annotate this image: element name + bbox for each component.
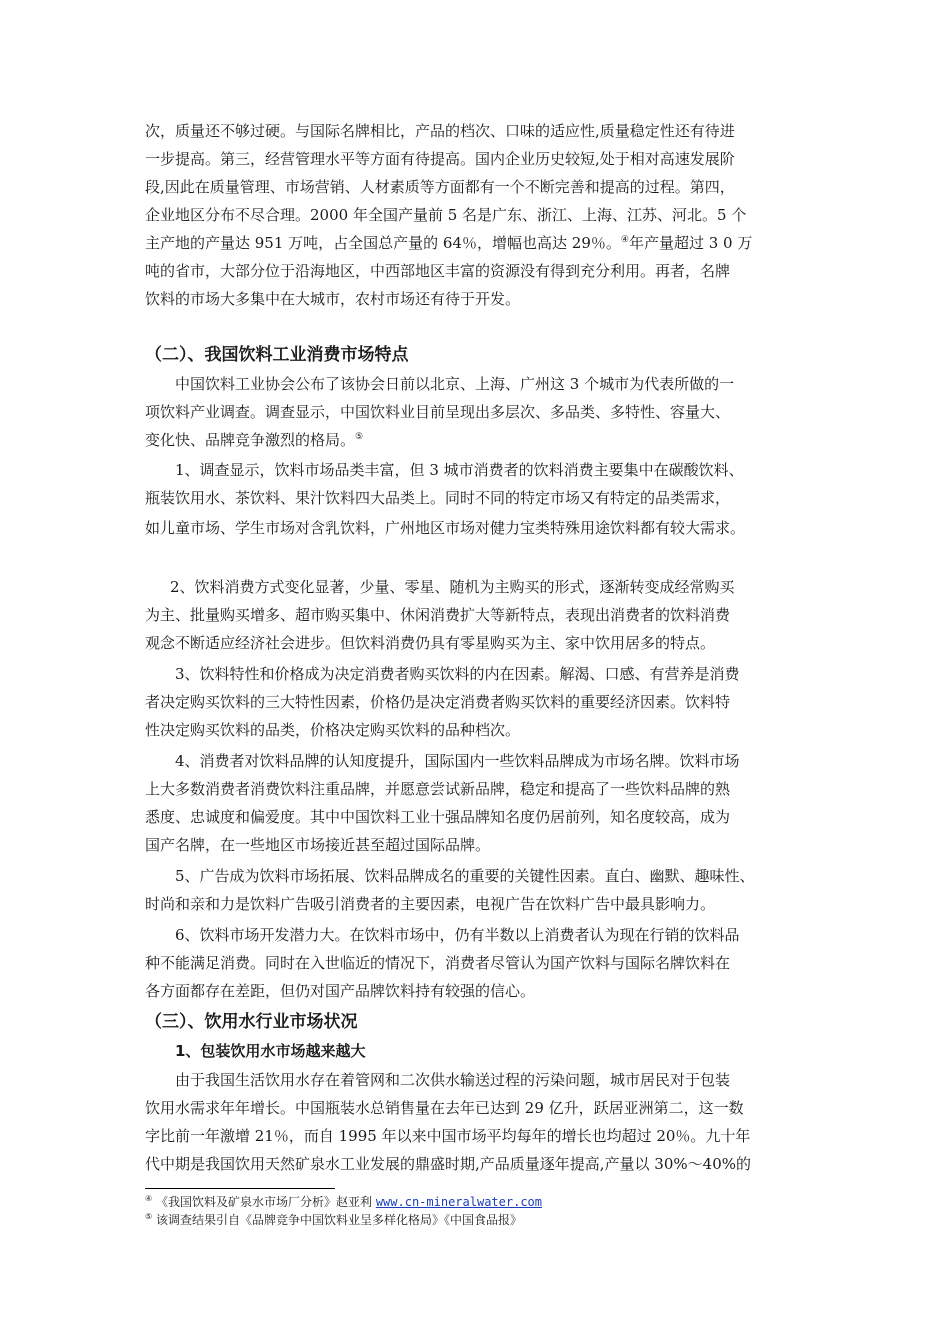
section-heading: （三）、饮用水行业市场状况 bbox=[145, 1012, 358, 1032]
footnote-mark: ⑤ bbox=[145, 1212, 153, 1221]
footnote-mark: ④ bbox=[145, 1194, 153, 1203]
body-line bbox=[145, 233, 752, 253]
body-line: 企业地区分布不尽合理。2000 年全国产量前 5 名是广东、浙江、上海、江苏、河北。5 个 bbox=[145, 206, 747, 224]
body-line: 3、饮料特性和价格成为决定消费者购买饮料的内在因素。解渴、口感、有营养是消费 bbox=[175, 665, 740, 683]
body-line: 次，质量还不够过硬。与国际名牌相比，产品的档次、口味的适应性,质量稳定性还有待进 bbox=[145, 122, 735, 140]
body-line: 国产名牌，在一些地区市场接近甚至超过国际品牌。 bbox=[145, 836, 491, 854]
footnote-text: 该调查结果引自《品牌竞争中国饮料业呈多样化格局》《中国食品报》 bbox=[156, 1213, 523, 1227]
body-line: 瓶装饮用水、茶饮料、果汁饮料四大品类上。同时不同的特定市场又有特定的品类需求， bbox=[145, 489, 731, 507]
body-line: 饮料的市场大多集中在大城市，农村市场还有待于开发。 bbox=[145, 290, 521, 308]
body-line: 者决定购买饮料的三大特性因素，价格仍是决定消费者购买饮料的重要经济因素。饮料特 bbox=[145, 693, 731, 711]
body-text: 年产量超过 3 0 万 bbox=[628, 234, 753, 252]
footnote bbox=[145, 1194, 542, 1210]
footnote bbox=[145, 1212, 522, 1228]
body-line: 2、饮料消费方式变化显著，少量、零星、随机为主购买的形式，逐渐转变成经常购买 bbox=[170, 578, 735, 596]
body-line: 种不能满足消费。同时在入世临近的情况下，消费者尽管认为国产饮料与国际名牌饮料在 bbox=[145, 954, 731, 972]
footnote-link[interactable]: www.cn-mineralwater.com bbox=[375, 1195, 542, 1209]
body-line: 4、消费者对饮料品牌的认知度提升，国际国内一些饮料品牌成为市场名牌。饮料市场 bbox=[175, 752, 740, 770]
body-text: 变化快、品牌竞争激烈的格局。 bbox=[145, 431, 356, 449]
body-line: 1、调查显示，饮料市场品类丰富，但 3 城市消费者的饮料消费主要集中在碳酸饮料、 bbox=[175, 461, 744, 479]
body-line: 项饮料产业调查。调查显示，中国饮料业目前呈现出多层次、多品类、多特性、容量大、 bbox=[145, 403, 731, 421]
body-line: 悉度、忠诚度和偏爱度。其中中国饮料工业十强品牌知名度仍居前列，知名度较高，成为 bbox=[145, 808, 731, 826]
footnote-ref: ⑤ bbox=[355, 432, 364, 442]
body-text: 主产地的产量达 951 万吨，占全国总产量的 64％，增幅也高达 29％。 bbox=[145, 234, 621, 252]
body-line: 时尚和亲和力是饮料广告吸引消费者的主要因素，电视广告在饮料广告中最具影响力。 bbox=[145, 895, 716, 913]
body-line: 由于我国生活饮用水存在着管网和二次供水输送过程的污染问题，城市居民对于包装 bbox=[175, 1071, 731, 1089]
body-line: 吨的省市，大部分位于沿海地区，中西部地区丰富的资源没有得到充分利用。再者，名牌 bbox=[145, 262, 731, 280]
body-line: 一步提高。第三，经营管理水平等方面有待提高。国内企业历史较短,处于相对高速发展阶 bbox=[145, 150, 735, 168]
body-line: 各方面都存在差距，但仍对国产品牌饮料持有较强的信心。 bbox=[145, 982, 536, 1000]
body-line: 如儿童市场、学生市场对含乳饮料，广州地区市场对健力宝类特殊用途饮料都有较大需求。 bbox=[145, 519, 746, 537]
body-line: 观念不断适应经济社会进步。但饮料消费仍具有零星购买为主、家中饮用居多的特点。 bbox=[145, 634, 716, 652]
section-heading: （二）、我国饮料工业消费市场特点 bbox=[145, 345, 409, 365]
footnote-ref: ④ bbox=[620, 235, 629, 245]
body-line: 为主、批量购买增多、超市购买集中、休闲消费扩大等新特点，表现出消费者的饮料消费 bbox=[145, 606, 731, 624]
body-line bbox=[145, 430, 363, 450]
body-line: 饮用水需求年年增长。中国瓶装水总销售量在去年已达到 29 亿升，跃居亚洲第二，这一数 bbox=[145, 1099, 744, 1117]
body-line: 字比前一年激增 21％，而自 1995 年以来中国市场平均每年的增长也均超过 20％。九十年 bbox=[145, 1127, 751, 1145]
body-line: 性决定购买饮料的品类，价格决定购买饮料的品种档次。 bbox=[145, 721, 521, 739]
body-line: 中国饮料工业协会公布了该协会日前以北京、上海、广州这 3 个城市为代表所做的一 bbox=[175, 375, 735, 393]
body-line: 段,因此在质量管理、市场营销、人材素质等方面都有一个不断完善和提高的过程。第四， bbox=[145, 178, 735, 196]
subsection-heading: 1、包装饮用水市场越来越大 bbox=[175, 1042, 366, 1060]
body-line: 5、广告成为饮料市场拓展、饮料品牌成名的重要的关键性因素。直白、幽默、趣味性、 bbox=[175, 867, 755, 885]
footnote-text: 《我国饮料及矿泉水市场厂分析》赵亚利 bbox=[156, 1195, 376, 1209]
footnote-separator bbox=[145, 1188, 335, 1189]
body-line: 6、饮料市场开发潜力大。在饮料市场中，仍有半数以上消费者认为现在行销的饮料品 bbox=[175, 926, 740, 944]
body-line: 上大多数消费者消费饮料注重品牌，并愿意尝试新品牌，稳定和提高了一些饮料品牌的熟 bbox=[145, 780, 731, 798]
body-line: 代中期是我国饮用天然矿泉水工业发展的鼎盛时期,产品质量逐年提高,产量以 30%～40%的 bbox=[145, 1155, 751, 1173]
